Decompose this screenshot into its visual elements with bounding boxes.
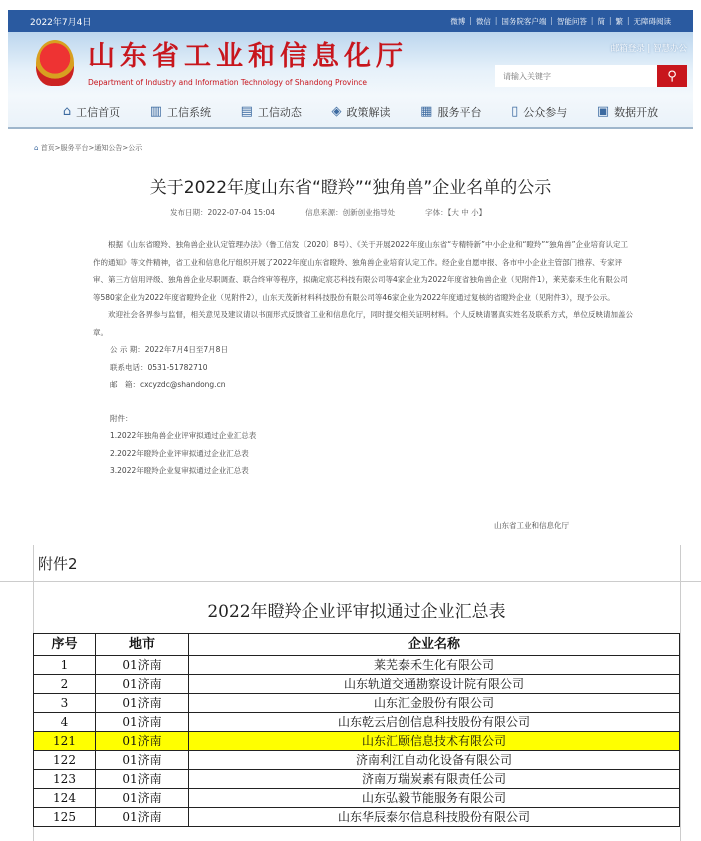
breadcrumb-path[interactable]: 首页>服务平台>通知公告>公示 [40, 144, 143, 152]
paragraph: 根据《山东省瞪羚、独角兽企业认定管理办法》（鲁工信发〔2020〕8号）、《关于开展2022年度山东省“专精特新”中小企业和“瞪羚”“独角兽”企业培育认定工作的通知》等文件精神，省工业和信息化厅组织开展了2022年度山东省瞪羚、独角兽企业培育认定工作。经企业自愿申报、各市中小企业主管部门推荐、专家评审、第三方信用评级、独角兽企业尽职调查、联合终审等程序，拟确定宸芯科技有限公司等4家企业为2022年度省独角兽企业（见附件1），莱芜泰禾生化有限公司等580家企业为2022年度省瞪羚企业（见附件2），山东天茂新材料科技股份有限公司等46家企业为2022年度通过复核的省瞪羚企业（见附件3），现予公示。 [93, 240, 629, 302]
table-row [34, 751, 680, 770]
site-title[interactable]: 山东省工业和信息化厅 [88, 41, 408, 72]
accessibility-link[interactable]: 无障碍阅读 [633, 16, 671, 26]
attachments-label: 附件： [110, 413, 133, 423]
cell-name: 山东汇金股份有限公司 [189, 694, 680, 713]
cell-city: 01济南 [96, 656, 189, 675]
table-row [34, 770, 680, 789]
header-banner [8, 32, 693, 96]
sheet-label: 附件2 [38, 555, 78, 573]
nav-label: 服务平台 [437, 105, 482, 119]
table-row [34, 808, 680, 827]
nav-label: 公众参与 [523, 105, 568, 119]
signature: 山东省工业和信息化厅 [494, 521, 569, 530]
notice-period: 公 示 期：2022年7月4日至7月8日 [110, 345, 228, 354]
attachment-link[interactable]: 2.2022年瞪羚企业评审拟通过企业汇总表 [110, 448, 249, 458]
cell-city: 01济南 [96, 808, 189, 827]
cell-name: 山东弘毅节能服务有限公司 [189, 789, 680, 808]
header-city: 地市 [96, 634, 189, 656]
nav-public[interactable] [511, 104, 567, 120]
smart-office-link[interactable]: 智慧办公 [652, 44, 687, 54]
main-nav [8, 96, 693, 129]
info-source: 信息来源：创新创业指导处 [305, 208, 396, 217]
home-icon: ⌂ [62, 104, 72, 119]
cell-no: 2 [34, 675, 96, 694]
cell-city: 01济南 [96, 694, 189, 713]
cell-name: 济南利江自动化设备有限公司 [189, 751, 680, 770]
table-row [34, 675, 680, 694]
wechat-link[interactable]: 微信 [475, 16, 491, 26]
smart-qa-link[interactable]: 智能问答 [556, 16, 587, 26]
cell-city: 01济南 [96, 732, 189, 751]
article-meta [170, 207, 486, 218]
weibo-link[interactable]: 微博 [450, 16, 466, 26]
spreadsheet-image [0, 545, 701, 841]
publish-date: 发布日期：2022-07-04 15:04 [170, 208, 276, 217]
contact-email: 邮 箱：cxcyzdc@shandong.cn [110, 380, 226, 389]
cell-city: 01济南 [96, 675, 189, 694]
cell-name: 山东汇颐信息技术有限公司 [189, 732, 680, 751]
attachment-link[interactable]: 1.2022年独角兽企业评审拟通过企业汇总表 [110, 431, 257, 440]
table-row [34, 789, 680, 808]
cell-city: 01济南 [96, 713, 189, 732]
cell-no: 125 [34, 808, 96, 827]
nav-label: 工信系统 [167, 105, 211, 119]
font-size-control[interactable]: 字体：【大 中 小】 [425, 208, 487, 217]
table-row [34, 713, 680, 732]
cell-name: 济南万瑞炭素有限责任公司 [189, 770, 680, 789]
policy-icon: ◈ [331, 104, 342, 119]
cell-city: 01济南 [96, 751, 189, 770]
search-icon: ⚲ [667, 68, 677, 84]
contact-phone: 联系电话：0531-51782710 [110, 362, 208, 372]
current-date: 2022年7月4日 [30, 17, 92, 28]
book-icon: ▯ [511, 104, 519, 119]
home-icon: ⌂ [34, 144, 39, 152]
header-no: 序号 [34, 634, 96, 656]
nav-data[interactable] [597, 104, 658, 120]
traditional-link[interactable]: 繁 [615, 16, 623, 26]
nav-service[interactable] [420, 104, 481, 120]
cell-no: 124 [34, 789, 96, 808]
cell-name: 山东轨道交通勘察设计院有限公司 [189, 675, 680, 694]
nav-label: 数据开放 [614, 105, 659, 119]
nav-news[interactable] [241, 104, 302, 120]
nav-label: 工信动态 [257, 105, 302, 119]
sheet-title: 2022年瞪羚企业评审拟通过企业汇总表 [207, 602, 506, 622]
cell-no: 123 [34, 770, 96, 789]
cell-city: 01济南 [96, 789, 189, 808]
national-emblem-icon [36, 40, 74, 86]
table-row [34, 694, 680, 713]
cell-name: 莱芜泰禾生化有限公司 [189, 656, 680, 675]
top-bar [8, 10, 693, 32]
cell-no: 122 [34, 751, 96, 770]
article-body [93, 236, 633, 480]
gov-app-link[interactable]: 国务院客户端 [501, 16, 547, 26]
header-links: 邮箱登录 | 智慧办公 [610, 44, 687, 54]
attachment-link[interactable]: 3.2022年瞪羚企业复审拟通过企业汇总表 [110, 466, 249, 475]
company-table [33, 633, 680, 827]
cell-city: 01济南 [96, 770, 189, 789]
cell-no: 121 [34, 732, 96, 751]
building-icon: ▥ [149, 104, 162, 119]
cell-no: 1 [34, 656, 96, 675]
search-box [495, 65, 687, 87]
table-row [34, 732, 680, 751]
table-row [34, 656, 680, 675]
cell-no: 4 [34, 713, 96, 732]
nav-label: 工信首页 [76, 105, 121, 119]
nav-system[interactable] [150, 104, 211, 120]
breadcrumb [34, 143, 142, 153]
data-icon: ▣ [596, 104, 610, 119]
search-input[interactable] [495, 65, 657, 87]
article-title: 关于2022年度山东省“瞪羚”“独角兽”企业名单的公示 [149, 178, 552, 198]
nav-label: 政策解读 [346, 105, 391, 119]
paragraph: 欢迎社会各界参与监督，相关意见及建议请以书面形式反馈省工业和信息化厅，同时提交相关证明材料。个人反映请署真实姓名及联系方式，单位反映请加盖公章。 [93, 310, 633, 337]
cell-name: 山东华辰泰尔信息科技股份有限公司 [189, 808, 680, 827]
mail-login-link[interactable]: 邮箱登录 [610, 44, 645, 54]
document-icon: ▤ [240, 104, 253, 119]
site-subtitle: Department of Industry and Information Technology of Shandong Province [88, 78, 367, 87]
cell-name: 山东乾云启创信息科技股份有限公司 [189, 713, 680, 732]
service-icon: ▦ [420, 104, 433, 119]
top-links: 微博 | 微信 | 国务院客户端 | 智能问答 | 简 | 繁 | 无障碍阅读 [450, 15, 671, 26]
nav-policy[interactable] [332, 104, 391, 120]
simplified-link[interactable]: 简 [597, 16, 605, 26]
cell-no: 3 [34, 694, 96, 713]
search-button[interactable] [657, 65, 687, 87]
nav-home[interactable] [63, 104, 120, 120]
header-name: 企业名称 [189, 634, 680, 656]
